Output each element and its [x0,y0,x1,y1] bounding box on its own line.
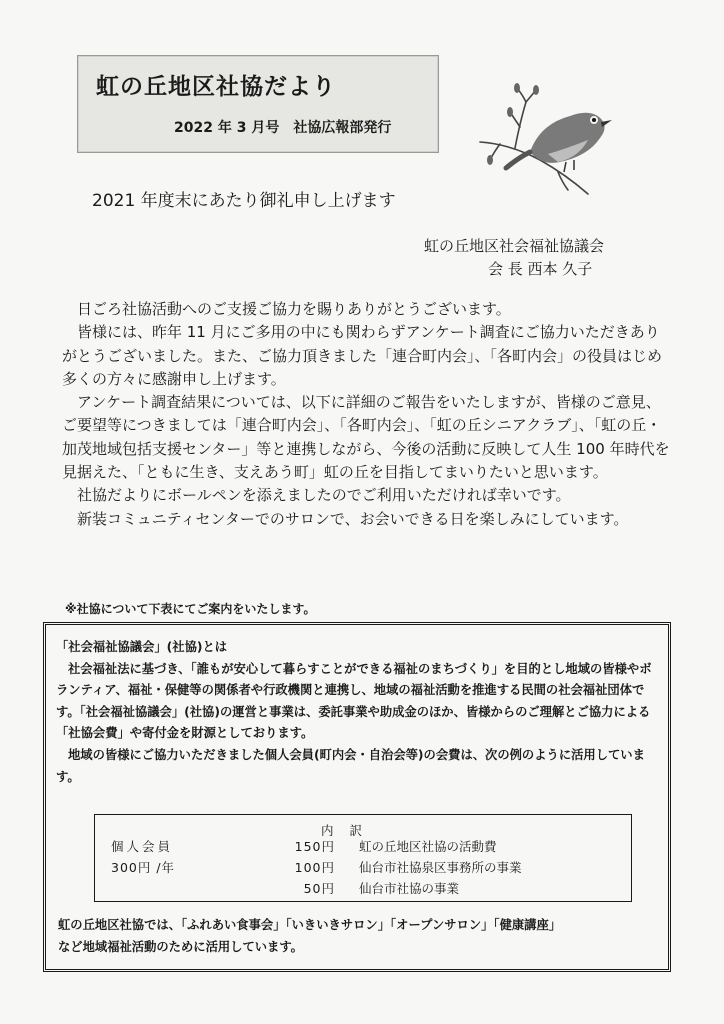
greeting-body [62,298,672,531]
breakdown-amount: 50円 [303,881,335,896]
breakdown-use: 仙台市社協泉区事務所の事業 [359,860,522,875]
member-fee: 300円 /年 [111,860,176,875]
newsletter-title: 虹の丘地区社協だより [96,74,336,100]
closing-line: 虹の丘地区社協では、「ふれあい食事会」「いきいきサロン」「オープンサロン」「健康講座」 [58,918,562,932]
breakdown-amount: 150円 [294,839,335,854]
paragraph: 日ごろ社協活動へのご支援ご協力を賜りありがとうございます。 [77,300,511,318]
issue-line [174,117,391,137]
chairperson: 会 長 西本 久子 [488,260,593,278]
organization-name: 虹の丘地区社会福祉協議会 [424,237,605,255]
closing-line: など地域福祉活動のために活用しています。 [58,939,303,954]
breakdown-use: 仙台市社協の事業 [359,881,460,896]
breakdown-use: 虹の丘地区社協の活動費 [359,839,497,854]
info-box [43,622,671,972]
breakdown-amount: 100円 [294,860,335,875]
paragraph: 社協だよりにボールペンを添えましたのでご利用いただければ幸いです。 [77,486,571,505]
breakdown-header: 内 訳 [321,823,368,838]
masthead [77,55,439,153]
info-heading: 「社会福祉協議会」(社協)とは [56,640,228,654]
paragraph: 新装コミュニティセンターでのサロンで、お会いできる日を楽しみにしています。 [77,509,629,528]
closing-text [58,915,662,958]
fee-breakdown-table [94,814,632,902]
bird-illustration [470,82,620,197]
member-label: 個人会員 [111,839,174,854]
paragraph: アンケート調査結果については、以下に詳細のご報告をいたしますが、皆様のご意見、ご要望等につきましては「連合町内会」、「各町内会」、「虹の丘シニアクラブ」、「虹の丘・加茂地域包括支援センター」等と連携しながら、今後の活動に反映して人生 100 年時代を見据えた、「ともに生き、支えあう町」虹の丘を目指してまいりたいと思います。 [62,393,670,482]
publisher: 社協広報部発行 [293,120,392,136]
table-note: ※社協について下表にてご案内をいたします。 [65,602,316,616]
info-paragraph: 社会福祉法に基づき、「誰もが安心して暮らすことができる福祉のまちづくり」を目的とし地域の皆様やボランティア、福祉・保健等の関係者や行政機関と連携し、地域の福祉活動を推進する民間の社会福祉団体です。「社会福祉協議会」(社協)の運営と事業は、委託事業や助成金のほか、皆様からのご理解とご協力による「社協会費」や寄付金を財源としております。 [56,661,652,741]
info-text [56,637,660,788]
info-paragraph: 地域の皆様にご協力いただきました個人会員(町内会・自治会等)の会費は、次の例のように活用しています。 [56,747,645,784]
headline: 2021 年度末にあたり御礼申し上げます [92,191,396,211]
paragraph: 皆様には、昨年 11 月にご多用の中にも関わらずアンケート調査にご協力いただきありがとうございました。また、ご協力頂きました「連合町内会」、「各町内会」の役員はじめ多くの方々に感謝申し上げます。 [62,323,663,388]
issue-date: 2022 年 3 月号 [174,120,280,136]
